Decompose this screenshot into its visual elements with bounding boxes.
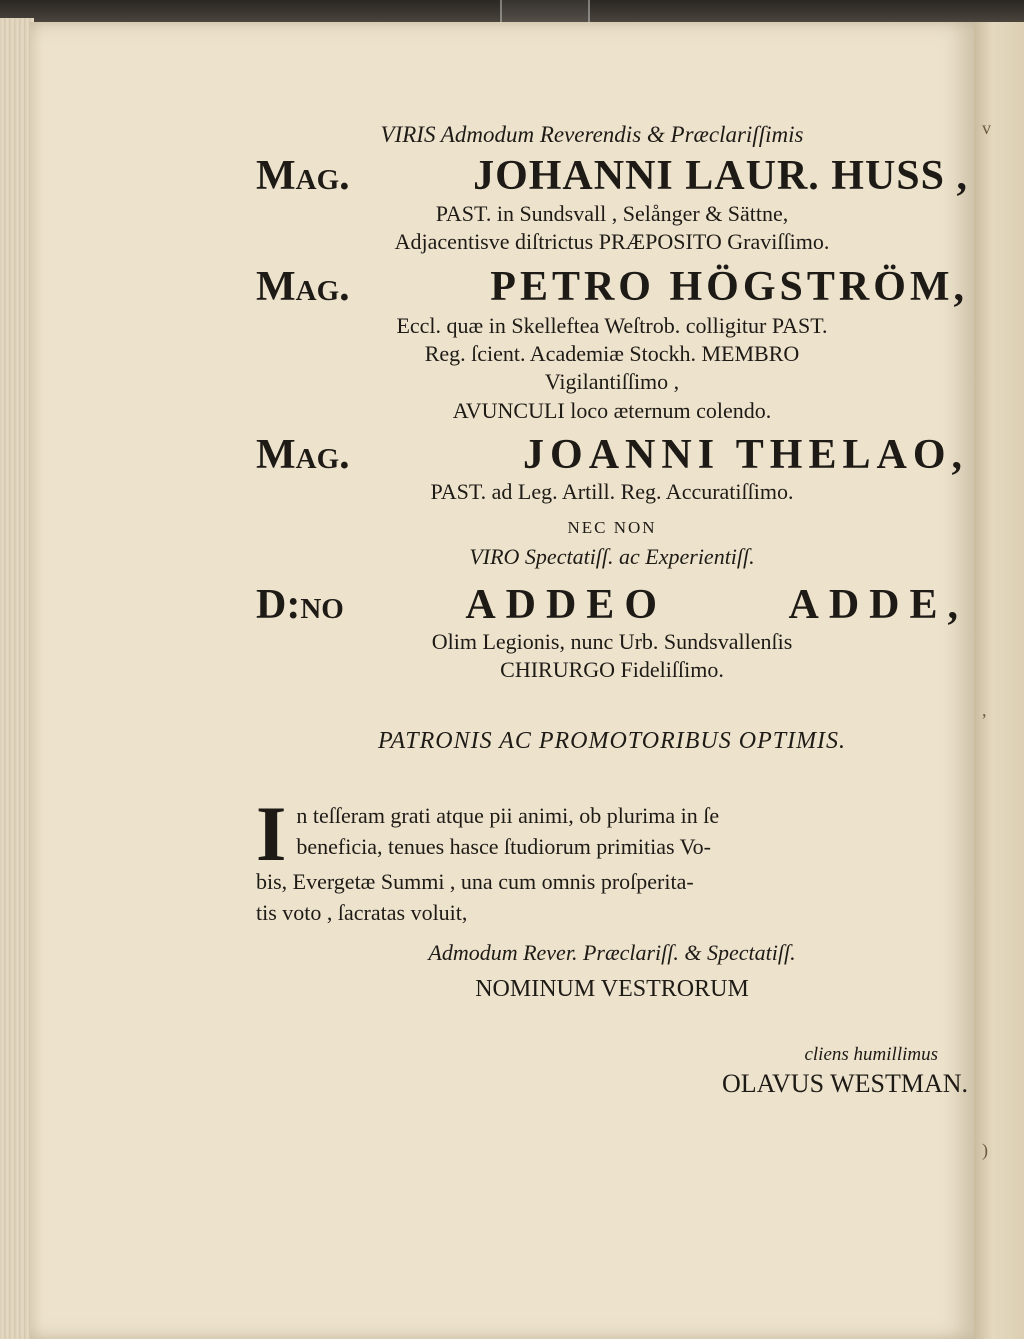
left-page-edges [0, 18, 34, 1339]
closing-line-1: Admodum Rever. Præclariſſ. & Spectatiſſ. [428, 940, 796, 965]
cliens-line: cliens humillimus [804, 1044, 938, 1065]
recipient-2-title: Mag. [256, 264, 350, 310]
closing-line-2: NOMINUM VESTRORUM [475, 976, 749, 1002]
recipient-2-line-4: AVUNCULI loco æternum colendo. [452, 398, 772, 423]
recipient-1-title: Mag. [256, 153, 350, 199]
recipient-4-name-a: ADDEO [465, 582, 667, 628]
body-line-4: tis voto , ſacratas voluit, [256, 900, 468, 925]
recipient-4-name-line [256, 582, 968, 628]
drop-cap: I [256, 790, 287, 877]
recipient-3-title: Mag. [256, 432, 350, 478]
recipient-3-line-1: PAST. ad Leg. Artill. Reg. Accuratiſſimo. [430, 479, 794, 504]
recipient-1-line-2: Adjacentisve diſtrictus PRÆPOSITO Graviſſimo. [394, 229, 830, 254]
recipient-4-line-1: Olim Legionis, nunc Urb. Sundsvallenſis [431, 629, 793, 654]
viro-line: VIRO Spectatiſſ. ac Experientiſſ. [469, 544, 755, 569]
recipient-1-name: JOHANNI LAUR. HUSS , [473, 153, 968, 199]
recipient-2-line-2: Reg. ſcient. Academiæ Stockh. MEMBRO [424, 341, 800, 366]
right-page-edge [972, 22, 1024, 1339]
recipient-2-name-line [256, 264, 968, 310]
facing-page-glyph: ) [982, 1140, 988, 1160]
patronis-line: PATRONIS AC PROMOTORIBUS OPTIMIS. [377, 728, 847, 754]
facing-page-glyph: , [982, 700, 987, 720]
recipient-1-line-1: PAST. in Sundsvall , Selånger & Sättne, [435, 201, 789, 226]
body-paragraph [256, 790, 956, 928]
body-line-2: beneficia, tenues hasce ſtudiorum primitias Vo- [296, 834, 711, 859]
recipient-4-name-b: ADDE, [788, 582, 968, 628]
nec-non: NEC NON [567, 518, 657, 537]
recipient-2-name: PETRO HÖGSTRÖM, [490, 264, 968, 310]
facing-page-glyph: v [982, 118, 991, 138]
body-line-1: n teſſeram grati atque pii animi, ob plurima in ſe [296, 803, 720, 828]
recipient-4-title: D:no [256, 582, 344, 628]
document-page [30, 22, 974, 1339]
recipient-4-line-2: CHIRURGO Fideliſſimo. [500, 657, 724, 682]
recipient-3-name-line [256, 432, 968, 478]
dedication-block [256, 122, 968, 1100]
signature: OLAVUS WESTMAN. [721, 1069, 968, 1098]
recipient-2-line-1: Eccl. quæ in Skelleftea Weſtrob. colligitur PAST. [396, 313, 828, 338]
recipient-2-line-3: Vigilantiſſimo , [544, 369, 680, 394]
salutation: VIRIS Admodum Reverendis & Præclariſſimis [380, 122, 804, 147]
recipient-3-name: JOANNI THELAO, [523, 432, 968, 478]
recipient-1-name-line [256, 154, 968, 198]
body-line-3: bis, Evergetæ Summi , una cum omnis proſperita- [256, 869, 694, 894]
